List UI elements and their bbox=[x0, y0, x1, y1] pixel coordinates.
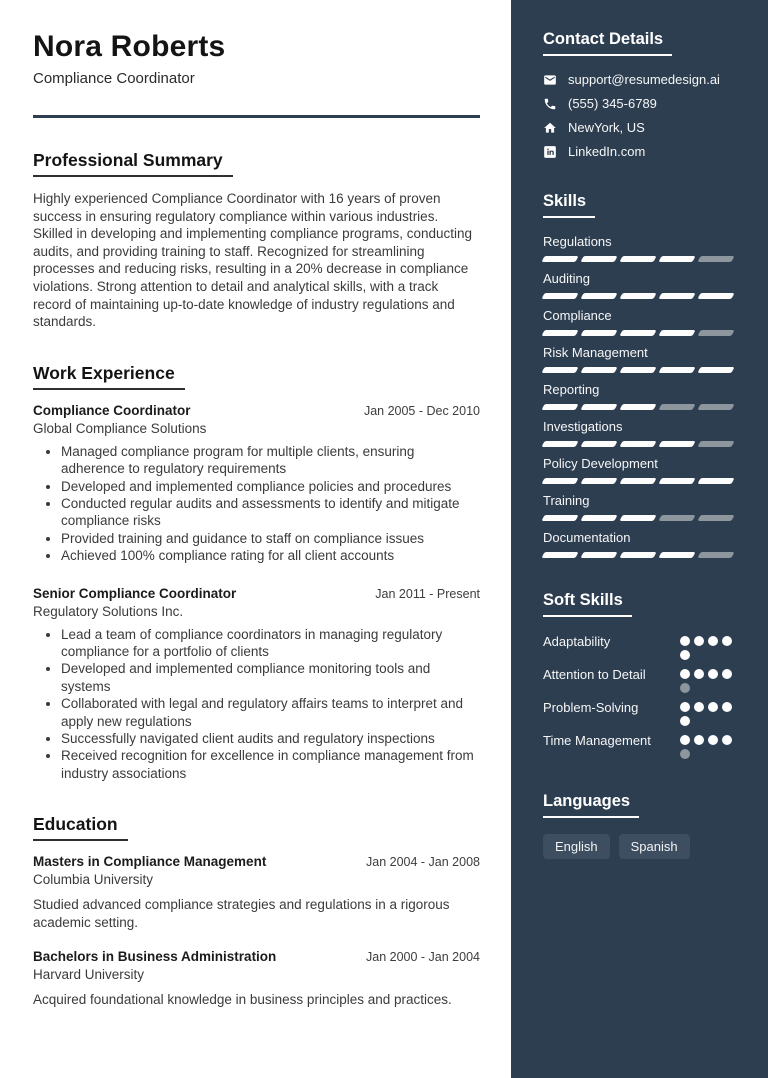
skill-level-bar bbox=[543, 441, 738, 447]
contact-text: support@resumedesign.ai bbox=[568, 72, 720, 87]
bullet-item: • Received recognition for excellence in compliance management from industry associations bbox=[61, 747, 480, 782]
skill-row bbox=[543, 308, 738, 336]
skill-bar-segment bbox=[541, 478, 578, 484]
skill-bar-segment bbox=[619, 478, 656, 484]
soft-skill-row bbox=[543, 699, 738, 726]
skill-name: Investigations bbox=[543, 419, 623, 434]
bullet-item: • Successfully navigated client audits and regulatory inspections bbox=[61, 730, 480, 747]
rating-dot bbox=[680, 683, 690, 693]
soft-skill-row bbox=[543, 633, 738, 660]
bullet-item: • Developed and implemented compliance policies and procedures bbox=[61, 478, 480, 495]
skill-level-bar bbox=[543, 478, 738, 484]
skill-row bbox=[543, 530, 738, 558]
skills-list bbox=[543, 234, 738, 558]
language-chip-list bbox=[543, 834, 738, 859]
skill-bar-segment bbox=[697, 404, 734, 410]
rating-dot bbox=[680, 749, 690, 759]
skill-bar-segment bbox=[619, 293, 656, 299]
school-name: Harvard University bbox=[33, 967, 145, 983]
soft-skill-rating bbox=[680, 732, 738, 759]
skill-bar-segment bbox=[541, 293, 578, 299]
skill-bar-segment bbox=[541, 552, 578, 558]
section-skills bbox=[543, 192, 738, 558]
skill-name: Training bbox=[543, 493, 590, 508]
rating-dot bbox=[708, 669, 718, 679]
contact-list bbox=[543, 72, 738, 159]
rating-dot bbox=[694, 702, 704, 712]
soft-skill-name: Time Management bbox=[543, 733, 651, 748]
rating-dot bbox=[722, 735, 732, 745]
skill-bar-segment bbox=[619, 441, 656, 447]
skill-row bbox=[543, 493, 738, 521]
education-description: Studied advanced compliance strategies and regulations in a rigorous academic setting. bbox=[33, 897, 450, 930]
skill-bar-segment bbox=[697, 552, 734, 558]
skill-bar-segment bbox=[580, 404, 617, 410]
rating-dot bbox=[680, 716, 690, 726]
skill-bar-segment bbox=[619, 256, 656, 262]
skill-level-bar bbox=[543, 552, 738, 558]
skill-bar-segment bbox=[697, 367, 734, 373]
linkedin-icon bbox=[543, 145, 557, 159]
education-description: Acquired foundational knowledge in business principles and practices. bbox=[33, 992, 452, 1008]
skill-bar-segment bbox=[619, 330, 656, 336]
rating-dot bbox=[680, 669, 690, 679]
degree-title: Bachelors in Business Administration bbox=[33, 949, 277, 965]
soft-skills-heading: Soft Skills bbox=[543, 591, 738, 617]
skill-bar-segment bbox=[580, 552, 617, 558]
soft-skill-row bbox=[543, 666, 738, 693]
skill-name: Auditing bbox=[543, 271, 590, 286]
education-heading: Education bbox=[33, 814, 480, 841]
summary-text: Highly experienced Compliance Coordinator with 16 years of proven success in ensuring regulatory compliance within various industries. Skilled in developing and implementing compliance programs, conducting audits, and providing training to staff. Recognized for streamlining processes and reducing risks, resulting in a 20% decrease in compliance violations. Strong attention to detail and analytical skills, with a track record of maintaining up-to-date knowledge of industry regulations and standards. bbox=[33, 191, 473, 330]
sidebar bbox=[511, 0, 768, 1078]
skill-bar-segment bbox=[697, 515, 734, 521]
bullet-item: • Collaborated with legal and regulatory affairs teams to interpret and apply new regulations bbox=[61, 695, 480, 730]
rating-dot bbox=[722, 636, 732, 646]
skill-bar-segment bbox=[658, 293, 695, 299]
bullet-item: • Achieved 100% compliance rating for all client accounts bbox=[61, 547, 480, 564]
section-work-experience bbox=[33, 363, 480, 783]
skill-level-bar bbox=[543, 293, 738, 299]
skill-level-bar bbox=[543, 404, 738, 410]
skill-bar-segment bbox=[580, 330, 617, 336]
soft-skill-row bbox=[543, 732, 738, 759]
skill-bar-segment bbox=[580, 515, 617, 521]
rating-dot bbox=[694, 669, 704, 679]
education-entry bbox=[33, 949, 480, 1009]
skill-bar-segment bbox=[658, 404, 695, 410]
rating-dot bbox=[680, 650, 690, 660]
skill-bar-segment bbox=[541, 256, 578, 262]
soft-skill-name: Problem-Solving bbox=[543, 700, 639, 715]
soft-skill-name: Adaptability bbox=[543, 634, 611, 649]
job-bullet-list bbox=[33, 626, 480, 783]
rating-dot bbox=[708, 636, 718, 646]
job-entry-head bbox=[33, 403, 480, 418]
skill-bar-segment bbox=[580, 367, 617, 373]
phone-icon bbox=[543, 97, 557, 111]
degree-title: Masters in Compliance Management bbox=[33, 854, 267, 870]
skill-row bbox=[543, 271, 738, 299]
skill-bar-segment bbox=[541, 367, 578, 373]
job-bullet-list bbox=[33, 443, 480, 565]
rating-dot bbox=[694, 735, 704, 745]
section-education bbox=[33, 814, 480, 1009]
education-entry-head bbox=[33, 854, 480, 869]
section-soft-skills bbox=[543, 591, 738, 759]
language-chip: English bbox=[543, 834, 610, 859]
education-entry bbox=[33, 854, 480, 931]
contact-item bbox=[543, 72, 738, 87]
skill-bar-segment bbox=[697, 330, 734, 336]
bullet-item: • Managed compliance program for multiple clients, ensuring adherence to regulatory requirements bbox=[61, 443, 480, 478]
rating-dot bbox=[680, 702, 690, 712]
skill-bar-segment bbox=[619, 515, 656, 521]
soft-skill-rating bbox=[680, 666, 738, 693]
section-professional-summary bbox=[33, 150, 480, 331]
home-icon bbox=[543, 121, 557, 135]
skill-bar-segment bbox=[697, 441, 734, 447]
skill-level-bar bbox=[543, 515, 738, 521]
rating-dot bbox=[694, 636, 704, 646]
skill-bar-segment bbox=[658, 330, 695, 336]
education-list bbox=[33, 854, 480, 1009]
skill-bar-segment bbox=[619, 367, 656, 373]
summary-heading: Professional Summary bbox=[33, 150, 480, 177]
skill-row bbox=[543, 382, 738, 410]
school-name: Columbia University bbox=[33, 872, 154, 888]
skill-level-bar bbox=[543, 256, 738, 262]
skill-bar-segment bbox=[580, 441, 617, 447]
rating-dot bbox=[722, 702, 732, 712]
job-company: Global Compliance Solutions bbox=[33, 420, 207, 436]
bullet-item: • Conducted regular audits and assessments to identify and mitigate compliance risks bbox=[61, 495, 480, 530]
skill-name: Regulations bbox=[543, 234, 612, 249]
job-title: Compliance Coordinator bbox=[33, 402, 191, 418]
contact-text: (555) 345-6789 bbox=[568, 96, 657, 111]
soft-skill-name: Attention to Detail bbox=[543, 667, 646, 682]
rating-dot bbox=[708, 702, 718, 712]
skill-bar-segment bbox=[619, 404, 656, 410]
skill-bar-segment bbox=[580, 256, 617, 262]
skill-bar-segment bbox=[658, 478, 695, 484]
section-languages bbox=[543, 792, 738, 859]
skill-bar-segment bbox=[619, 552, 656, 558]
skill-bar-segment bbox=[658, 441, 695, 447]
rating-dot bbox=[722, 669, 732, 679]
contact-item bbox=[543, 144, 738, 159]
job-entry-head bbox=[33, 586, 480, 601]
skill-bar-segment bbox=[658, 367, 695, 373]
skill-bar-segment bbox=[580, 293, 617, 299]
skill-bar-segment bbox=[541, 441, 578, 447]
mail-icon bbox=[543, 73, 557, 87]
skill-name: Documentation bbox=[543, 530, 631, 545]
person-title: Compliance Coordinator bbox=[33, 70, 195, 87]
skill-name: Reporting bbox=[543, 382, 600, 397]
skill-row bbox=[543, 345, 738, 373]
section-contact-details bbox=[543, 30, 738, 159]
contact-heading: Contact Details bbox=[543, 30, 738, 56]
soft-skill-rating bbox=[680, 699, 738, 726]
job-company: Regulatory Solutions Inc. bbox=[33, 603, 184, 619]
person-name: Nora Roberts bbox=[33, 30, 226, 63]
skill-level-bar bbox=[543, 330, 738, 336]
soft-skill-rating bbox=[680, 633, 738, 660]
job-date: Jan 2011 - Present bbox=[375, 586, 480, 601]
contact-text: NewYork, US bbox=[568, 120, 645, 135]
skill-level-bar bbox=[543, 367, 738, 373]
skill-name: Compliance bbox=[543, 308, 612, 323]
skill-bar-segment bbox=[541, 404, 578, 410]
rating-dot bbox=[680, 735, 690, 745]
skill-bar-segment bbox=[658, 515, 695, 521]
job-entry bbox=[33, 586, 480, 783]
job-title: Senior Compliance Coordinator bbox=[33, 585, 237, 601]
bullet-item: • Developed and implemented compliance monitoring tools and systems bbox=[61, 660, 480, 695]
education-date: Jan 2000 - Jan 2004 bbox=[366, 950, 480, 965]
bullet-item: • Provided training and guidance to staff on compliance issues bbox=[61, 530, 480, 547]
skill-bar-segment bbox=[541, 330, 578, 336]
header-divider bbox=[33, 115, 480, 118]
languages-heading: Languages bbox=[543, 792, 738, 818]
skill-bar-segment bbox=[658, 256, 695, 262]
skill-row bbox=[543, 456, 738, 484]
skill-bar-segment bbox=[697, 293, 734, 299]
job-date: Jan 2005 - Dec 2010 bbox=[363, 403, 480, 418]
skill-bar-segment bbox=[697, 256, 734, 262]
work-heading: Work Experience bbox=[33, 363, 480, 390]
skills-heading: Skills bbox=[543, 192, 738, 218]
skill-row bbox=[543, 234, 738, 262]
contact-text: LinkedIn.com bbox=[568, 144, 646, 159]
job-list bbox=[33, 403, 480, 783]
education-entry-head bbox=[33, 949, 480, 964]
rating-dot bbox=[708, 735, 718, 745]
job-entry bbox=[33, 403, 480, 565]
skill-name: Policy Development bbox=[543, 456, 658, 471]
skill-bar-segment bbox=[697, 478, 734, 484]
contact-item bbox=[543, 120, 738, 135]
soft-skills-list bbox=[543, 633, 738, 759]
skill-bar-segment bbox=[580, 478, 617, 484]
skill-name: Risk Management bbox=[543, 345, 648, 360]
language-chip: Spanish bbox=[619, 834, 690, 859]
rating-dot bbox=[680, 636, 690, 646]
contact-item bbox=[543, 96, 738, 111]
bullet-item: • Lead a team of compliance coordinators in managing regulatory compliance for a portfolio of clients bbox=[61, 626, 480, 661]
skill-row bbox=[543, 419, 738, 447]
education-date: Jan 2004 - Jan 2008 bbox=[366, 855, 480, 870]
skill-bar-segment bbox=[658, 552, 695, 558]
skill-bar-segment bbox=[541, 515, 578, 521]
